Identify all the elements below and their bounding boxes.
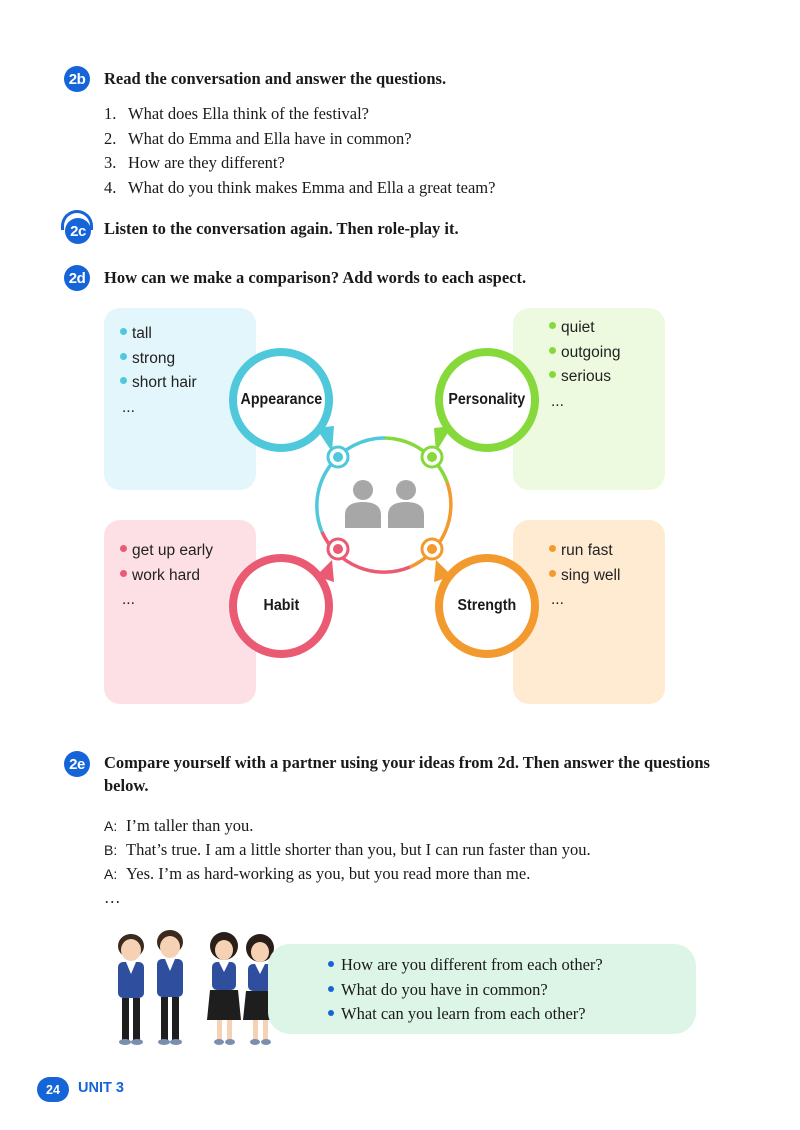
node-personality: [422, 447, 442, 467]
list-item: ...: [551, 392, 564, 410]
dialogue-line: B: That’s true. I am a little shorter than you, but I can run faster than you.: [104, 840, 591, 859]
people-icon: [345, 480, 424, 528]
list-item: short hair: [120, 371, 197, 396]
list-item: How are you different from each other?: [328, 953, 603, 978]
dialogue-line: A: Yes. I’m as hard-working as you, but you read more than me.: [104, 864, 531, 883]
aspect-personality: Personality: [435, 348, 539, 452]
aspect-habit: Habit: [229, 554, 333, 658]
student-boy-icon: [157, 930, 183, 1045]
list-item: quiet: [549, 316, 620, 341]
dialogue: [104, 814, 591, 910]
badge-2b: 2b: [64, 66, 90, 92]
instruction-2c: Listen to the conversation again. Then role-play it.: [104, 219, 459, 238]
dialogue-ellipsis: …: [104, 888, 121, 907]
list-item: work hard: [120, 564, 213, 589]
list-item: tall: [120, 322, 197, 347]
audio-badge-2c[interactable]: 2c: [64, 216, 92, 244]
node-appearance: [328, 447, 348, 467]
unit-label: UNIT 3: [78, 1080, 124, 1096]
list-item: get up early: [120, 539, 213, 564]
discussion-questions-box: [268, 944, 696, 1034]
list-item: 1. What does Ella think of the festival?: [104, 104, 370, 123]
badge-2d: 2d: [64, 265, 90, 291]
list-item: outgoing: [549, 341, 620, 366]
student-boy-icon: [118, 934, 144, 1045]
students-illustration: [106, 922, 286, 1052]
list-item: 2. What do Emma and Ella have in common?: [104, 128, 412, 148]
node-habit: [328, 539, 348, 559]
list-item: sing well: [549, 564, 620, 589]
question-list-2b: [104, 102, 495, 200]
badge-2e: 2e: [64, 751, 90, 777]
list-item: ...: [122, 591, 135, 608]
instruction-2b: Read the conversation and answer the questions.: [104, 69, 447, 88]
list-item: What can you learn from each other?: [328, 1002, 603, 1027]
node-strength: [422, 539, 442, 559]
instruction-2e: Compare yourself with a partner using your ideas from 2d. Then answer the questions below.: [104, 753, 710, 795]
list-item: strong: [120, 347, 197, 372]
list-item: 3. How are they different?: [104, 153, 285, 172]
list-item: 4. What do you think makes Emma and Ella a great team?: [104, 177, 496, 197]
page-number: 24: [37, 1077, 69, 1102]
list-item: run fast: [549, 539, 620, 564]
list-item: ...: [122, 398, 135, 416]
list-item: ...: [551, 591, 564, 608]
instruction-2d: How can we make a comparison? Add words to each aspect.: [104, 268, 527, 287]
list-item: serious: [549, 365, 620, 390]
aspect-appearance: Appearance: [229, 348, 333, 452]
aspect-strength: Strength: [435, 554, 539, 658]
student-girl-icon: [207, 932, 241, 1045]
list-item: What do you have in common?: [328, 978, 603, 1003]
dialogue-line: A: I’m taller than you.: [104, 816, 254, 835]
